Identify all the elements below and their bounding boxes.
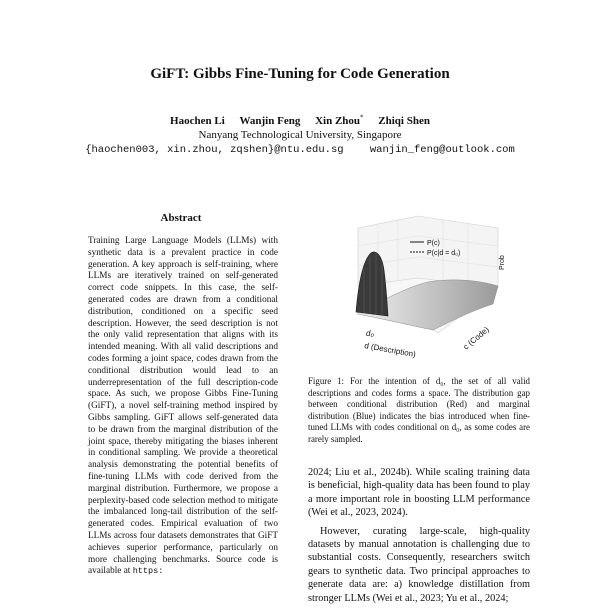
axis-label-prob: Prob — [499, 255, 506, 270]
affiliation: Nanyang Technological University, Singapore — [198, 129, 402, 141]
email-line — [0, 144, 600, 156]
email-address: wanjin_feng@outlook.com — [369, 144, 515, 156]
abstract-heading: Abstract — [160, 212, 202, 224]
legend-label-conditional: P(c|d = d₀) — [427, 250, 461, 257]
axis-label-description: d (Description) — [363, 341, 417, 360]
figure-3d-surface — [318, 208, 518, 370]
abstract-text: Training Large Language Models (LLMs) with synthetic data is a prevalent practice in code generation. A key approach is self-training, where LLMs are iteratively trained on self-generated correct code snippets. In this case, the self-generated codes are drawn from a conditional distribution, conditioned on a specific seed description. However, the seed description is not the only valid representation that aligns with its intended meaning. With all valid descriptions and codes forming a joint space, codes drawn from the conditional distribution would lead to an underrepresentation of the full description-code space. As such, we propose Gibbs Fine-Tuning (GiFT), a novel self-training method inspired by Gibbs sampling. GiFT allows self-generated data to be drawn from the marginal distribution of the joint space, thereby mitigating the biases inherent in conditional sampling. We provide a theoretical analysis demonstrating the potential benefits of fine-tuning LLMs with code derived from the marginal distribution. Furthermore, we propose a perplexity-based code selection method to mitigate the imbalanced long-tail distribution of the self-generated codes. Empirical evaluation of two LLMs across four datasets demonstrates that GiFT achieves superior performance, particularly on more challenging benchmarks. Source code is available at — [88, 236, 278, 577]
author-name: Wanjin Feng — [239, 114, 301, 127]
source-code-link[interactable]: https: — [132, 566, 164, 577]
email-address: {haochen003, xin.zhou, zqshen}@ntu.edu.sg — [85, 144, 344, 156]
paper-title: GiFT: Gibbs Fine-Tuning for Code Generation — [150, 66, 450, 82]
legend-label-marginal: P(c) — [427, 240, 440, 247]
figure-caption: Figure 1: For the intention of d₀, the set of all valid descriptions and codes forms a space. The distribution gap between conditional distribution (Red) and marginal distribution (Blue) indicates the bias introduced when fine-tuned LLMs with codes conditional on d₀, as some codes are rarely sampled. — [308, 376, 530, 444]
body-paragraph: However, curating large-scale, high-quality datasets by manual annotation is challenging due to substantial costs. Consequently, researchers switch gears to synthetic data. Two principal approaches to generate data are: a) knowledge distillation from stronger LLMs (Wei et al., 2023; Yu et al., 2024; — [308, 525, 530, 604]
corresponding-mark: * — [360, 113, 364, 121]
author-name: Zhiqi Shen — [378, 114, 430, 127]
body-paragraph: 2024; Liu et al., 2024b). While scaling training data is beneficial, high-quality data has been found to play a more important role in boosting LLM performance (Wei et al., 2023, 2024). — [308, 467, 530, 519]
abstract-body — [88, 236, 278, 578]
author-name: Xin Zhou* — [315, 113, 364, 127]
axis-tick-d0: d₀ — [366, 329, 374, 338]
author-name: Haochen Li — [170, 114, 225, 127]
body-column — [308, 466, 530, 610]
axis-label-code: c (Code) — [461, 324, 491, 352]
author-list — [0, 113, 600, 127]
